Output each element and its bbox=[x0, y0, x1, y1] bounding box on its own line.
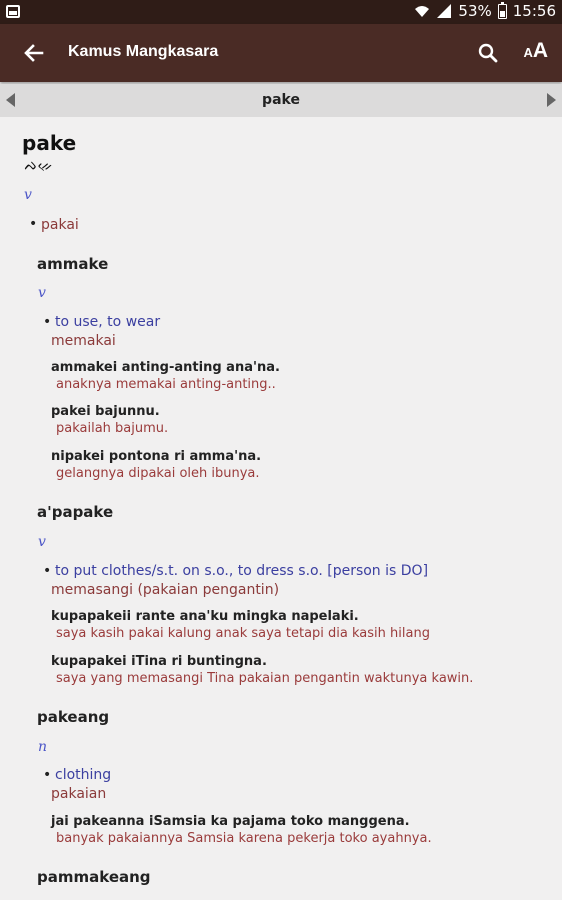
english-gloss: to use, to wear bbox=[55, 314, 161, 330]
example-sentence: pakei bajunnu. bbox=[51, 404, 160, 419]
subentry-word: a'papake bbox=[37, 503, 114, 521]
app-title: Kamus Mangkasara bbox=[68, 43, 219, 60]
back-arrow-icon[interactable] bbox=[20, 39, 48, 67]
example-translation: banyak pakaiannya Samsia karena pekerja toko ayahnya. bbox=[56, 831, 432, 846]
subentry-word: ammake bbox=[37, 255, 109, 273]
font-size-small-glyph: A bbox=[523, 45, 533, 60]
subentry-word: pammakeang bbox=[37, 868, 151, 886]
current-word: pake bbox=[262, 92, 300, 108]
font-size-big-glyph: A bbox=[532, 39, 548, 62]
bullet: • bbox=[43, 563, 52, 579]
indonesian-translation: pakaian bbox=[51, 786, 107, 802]
status-right bbox=[414, 2, 556, 20]
clock: 15:56 bbox=[512, 2, 556, 20]
indonesian-translation: memasangi (pakaian pengantin) bbox=[51, 582, 280, 598]
example-translation: gelangnya dipakai oleh ibunya. bbox=[56, 466, 260, 481]
english-gloss: clothing bbox=[55, 767, 112, 783]
next-word-icon[interactable] bbox=[547, 93, 556, 107]
example-sentence: ammakei anting-anting ana'na. bbox=[51, 360, 280, 375]
subentry-word: pakeang bbox=[37, 708, 110, 726]
subentry-pos: v bbox=[38, 534, 46, 550]
word-navigation-bar bbox=[0, 84, 562, 117]
indonesian-translation: memakai bbox=[51, 333, 116, 349]
wifi-icon bbox=[414, 3, 430, 19]
definition: pakai bbox=[41, 217, 79, 233]
example-translation: anaknya memakai anting-anting.. bbox=[56, 377, 276, 392]
battery-percent: 53% bbox=[458, 2, 492, 20]
subentry-pos: v bbox=[38, 285, 46, 301]
english-gloss: to put clothes/s.t. on s.o., to dress s.o. [person is DO] bbox=[55, 563, 429, 579]
example-sentence: kupapakei iTina ri buntingna. bbox=[51, 654, 267, 669]
font-size-button[interactable] bbox=[523, 39, 548, 63]
example-translation: saya kasih pakai kalung anak saya tetapi dia kasih hilang bbox=[56, 626, 430, 641]
subentry-pos: n bbox=[38, 739, 48, 755]
example-sentence: jai pakeanna iSamsia ka pajama toko manggena. bbox=[51, 814, 410, 829]
part-of-speech: v bbox=[24, 187, 32, 203]
search-icon[interactable] bbox=[476, 41, 500, 65]
example-translation: saya yang memasangi Tina pakaian pengantin waktunya kawin. bbox=[56, 671, 474, 686]
signal-icon bbox=[436, 3, 452, 19]
example-translation: pakailah bajumu. bbox=[56, 421, 169, 436]
lontara-script: ᨄᨀᨙ bbox=[24, 158, 55, 174]
headword: pake bbox=[22, 131, 77, 155]
app-bar bbox=[0, 24, 562, 82]
entry-content bbox=[0, 117, 562, 900]
bullet: • bbox=[43, 767, 52, 783]
bullet: • bbox=[43, 314, 52, 330]
example-sentence: nipakei pontona ri amma'na. bbox=[51, 449, 262, 464]
battery-icon bbox=[498, 4, 507, 19]
notification-icon bbox=[6, 5, 20, 18]
status-bar bbox=[0, 0, 562, 24]
example-sentence: kupapakeii rante ana'ku mingka napelaki. bbox=[51, 609, 359, 624]
bullet: • bbox=[29, 216, 38, 232]
